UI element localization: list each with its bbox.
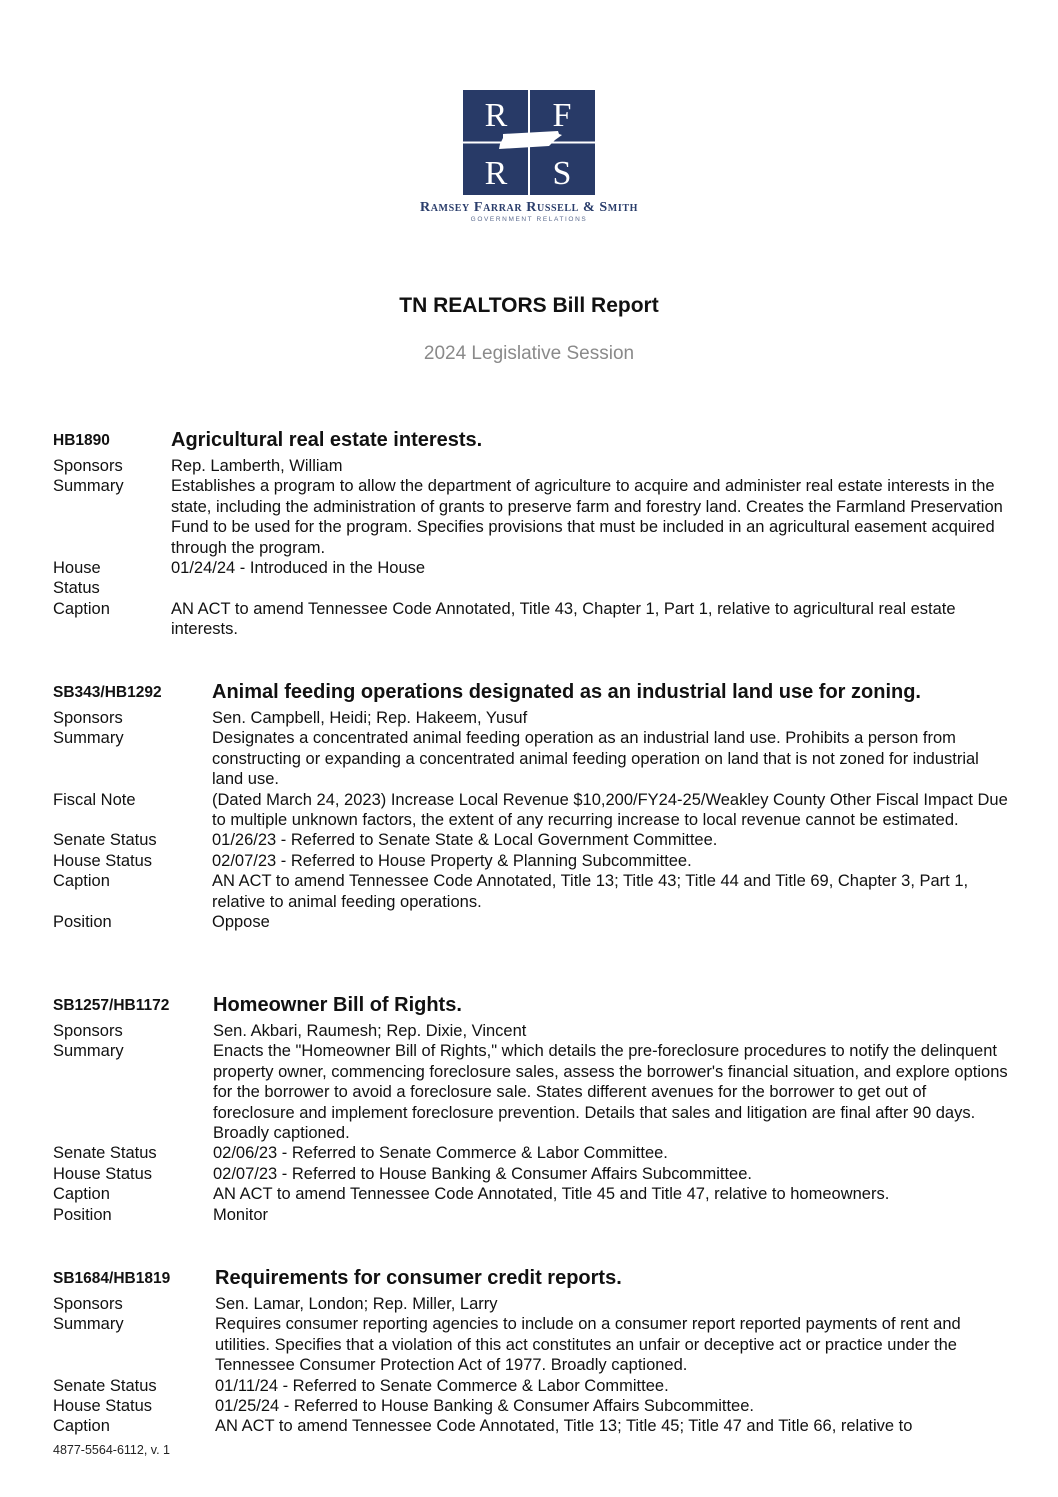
bill-number: SB1257/HB1172	[53, 997, 170, 1014]
field-value: 01/26/23 - Referred to Senate State & Local Government Committee.	[212, 831, 718, 850]
field-label: Caption	[53, 872, 110, 891]
field-label: Position	[53, 913, 112, 932]
bill-title: Homeowner Bill of Rights.	[213, 994, 462, 1016]
field-label: Summary	[53, 1042, 124, 1061]
field-label: Fiscal Note	[53, 790, 136, 809]
logo-letter-r2: R	[484, 155, 508, 192]
field-value: AN ACT to amend Tennessee Code Annotated, Title 43, Chapter 1, Part 1, relative to agricultural real estate interests.	[171, 599, 956, 639]
bill-field	[53, 558, 1008, 599]
bill-field	[53, 830, 1008, 850]
bill-entry	[53, 429, 1008, 640]
field-value: 02/07/23 - Referred to House Property & Planning Subcommittee.	[212, 851, 692, 870]
bill-field	[53, 1164, 1008, 1184]
bill-entry	[53, 994, 1008, 1225]
field-label: Sponsors	[53, 1295, 123, 1313]
field-label: Sponsors	[53, 457, 123, 475]
field-value: Sen. Campbell, Heidi; Rep. Hakeem, Yusuf	[212, 709, 528, 727]
bill-number: SB343/HB1292	[53, 684, 162, 701]
bill-entry	[53, 681, 1008, 932]
bill-field	[53, 1143, 1008, 1163]
bill-field	[53, 851, 1008, 871]
document-id-footer: 4877-5564-6112, v. 1	[53, 1443, 170, 1457]
firm-logo	[463, 90, 595, 195]
bill-number: HB1890	[53, 432, 110, 449]
bill-field	[53, 790, 1008, 831]
field-label: Position	[53, 1205, 112, 1224]
firm-subtitle: GOVERNMENT RELATIONS	[470, 216, 588, 223]
bill-field	[53, 1041, 1008, 1143]
field-value: Sen. Akbari, Raumesh; Rep. Dixie, Vincent	[213, 1022, 527, 1040]
field-label: House Status	[53, 1397, 153, 1416]
bill-field	[53, 476, 1008, 558]
field-value: 02/06/23 - Referred to Senate Commerce & Labor Committee.	[213, 1144, 668, 1163]
field-value: 01/25/24 - Referred to House Banking & Consumer Affairs Subcommittee.	[215, 1397, 754, 1416]
field-value: 02/07/23 - Referred to House Banking & Consumer Affairs Subcommittee.	[213, 1164, 752, 1183]
bill-field	[53, 599, 1008, 640]
field-value: Requires consumer reporting agencies to include on a consumer report reported payments of rent and utilities. Specifies that a violation of this act constitutes an unfair or deceptive act or practice under the Tennessee Consumer Protection Act of 1977. Broadly captioned.	[215, 1315, 961, 1375]
bill-field	[53, 708, 1008, 728]
logo-letter-r1: R	[484, 97, 508, 134]
bill-title: Animal feeding operations designated as an industrial land use for zoning.	[212, 681, 921, 703]
bill-field	[53, 728, 1008, 789]
field-label: Caption	[53, 1417, 110, 1436]
bill-field	[53, 1205, 1008, 1225]
bill-field	[53, 871, 1008, 912]
bill-field	[53, 1184, 1008, 1204]
bill-field	[53, 1294, 1008, 1314]
field-value: AN ACT to amend Tennessee Code Annotated, Title 45 and Title 47, relative to homeowners.	[213, 1185, 890, 1204]
report-subtitle: 2024 Legislative Session	[423, 343, 635, 364]
field-label: Summary	[53, 729, 124, 748]
bill-number: SB1684/HB1819	[53, 1270, 171, 1287]
logo-letter-f: F	[552, 97, 572, 134]
field-label: Caption	[53, 599, 110, 618]
field-label: Senate Status	[53, 1376, 157, 1395]
field-value: Enacts the "Homeowner Bill of Rights," which details the pre-foreclosure procedures to notify the delinquent property owner, commencing foreclosure sales, assess the borrower's financial situation, and explore options for the borrower to avoid a foreclosure sale. States different avenues for the borrower to get out of foreclosure and implement foreclosure prevention. Details that sales and litigation are final after 90 days. Broadly captioned.	[213, 1042, 1008, 1143]
field-label: House Status	[53, 851, 153, 870]
field-label: Summary	[53, 1315, 124, 1334]
field-label: Sponsors	[53, 709, 123, 727]
firm-name: Ramsey Farrar Russell & Smith	[420, 200, 638, 215]
field-label: Senate Status	[53, 1144, 157, 1163]
bill-field	[53, 456, 1008, 476]
field-label: Senate Status	[53, 831, 157, 850]
bill-entry	[53, 1267, 1008, 1437]
bill-field	[53, 912, 1008, 932]
bill-field	[53, 1376, 1008, 1396]
field-value: Sen. Lamar, London; Rep. Miller, Larry	[215, 1295, 498, 1313]
field-value: (Dated March 24, 2023) Increase Local Revenue $10,200/FY24-25/Weakley County Other Fiscal Impact Due to multiple unknown factors, the extent of any recurring increase to local revenue cannot be estimated.	[212, 790, 1008, 830]
field-value: Oppose	[212, 913, 270, 932]
report-title: TN REALTORS Bill Report	[399, 294, 659, 317]
logo-letter-s: S	[552, 155, 572, 192]
field-label: House Status	[53, 1164, 153, 1183]
field-value: Establishes a program to allow the department of agriculture to acquire and administer real estate interests in the state, including the administration of grants to preserve farm and forestry land. Creates the Farmland Preservation Fund to be used for the program. Specifies provisions that must be included in an agricultural easement acquired through the program.	[171, 477, 1003, 557]
field-value: Rep. Lamberth, William	[171, 457, 343, 475]
bill-field	[53, 1021, 1008, 1041]
field-value: AN ACT to amend Tennessee Code Annotated, Title 13; Title 45; Title 47 and Title 66, relative to	[215, 1417, 913, 1436]
field-value: Designates a concentrated animal feeding operation as an industrial land use. Prohibits a person from constructing or expanding a concentrated animal feeding operation on land that is not zoned for industrial land use.	[212, 729, 979, 789]
bill-title: Requirements for consumer credit reports.	[215, 1267, 622, 1289]
field-value: AN ACT to amend Tennessee Code Annotated, Title 13; Title 43; Title 44 and Title 69, Chapter 3, Part 1, relative to animal feeding operations.	[212, 872, 969, 911]
field-value: 01/24/24 - Introduced in the House	[171, 559, 426, 578]
field-label: House Status	[53, 559, 101, 598]
bill-field	[53, 1396, 1008, 1416]
field-value: Monitor	[213, 1205, 269, 1224]
bill-title: Agricultural real estate interests.	[171, 429, 483, 451]
bill-field	[53, 1416, 1008, 1436]
field-value: 01/11/24 - Referred to Senate Commerce & Labor Committee.	[215, 1376, 669, 1395]
bill-field	[53, 1314, 1008, 1375]
field-label: Summary	[53, 477, 124, 496]
field-label: Caption	[53, 1185, 110, 1204]
field-label: Sponsors	[53, 1022, 123, 1040]
